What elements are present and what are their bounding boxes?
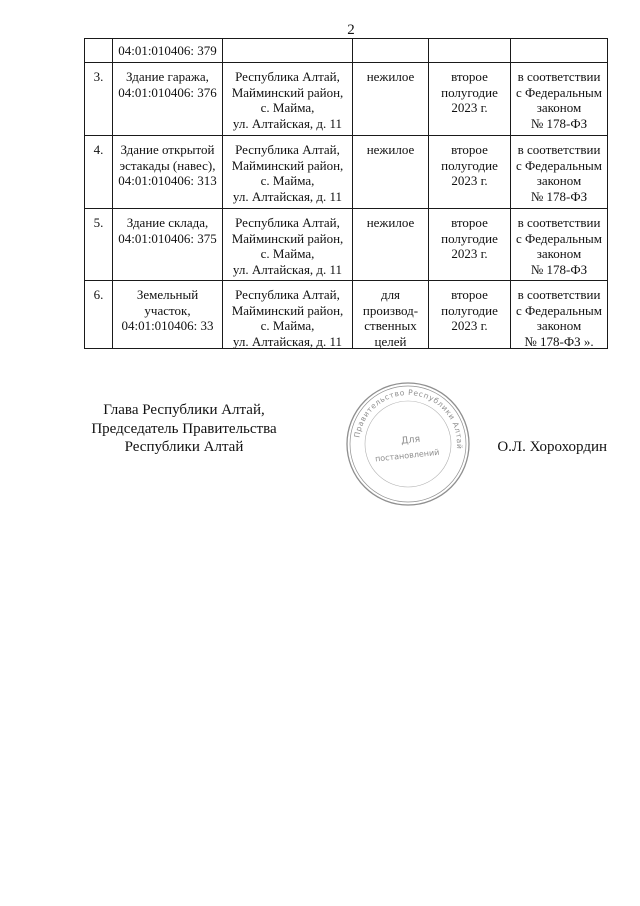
signatory-name: О.Л. Хорохордин xyxy=(497,439,607,455)
cell-purpose: нежилое xyxy=(353,63,429,136)
signatory-title: Глава Республики Алтай, Председатель Правительства Республики Алтай xyxy=(91,402,277,455)
cell-address: Республика Алтай, Майминский район, с. Майма, ул. Алтайская, д. 11 xyxy=(223,63,353,136)
cell-address: Республика Алтай, Майминский район, с. Майма, ул. Алтайская, д. 11 xyxy=(223,209,353,281)
seal-center-line-2: постановлений xyxy=(374,447,440,464)
table-row xyxy=(85,281,608,349)
cell-object-name: Здание открытой эстакады (навес), 04:01:010406: 313 xyxy=(113,136,223,209)
cell-object-name: Здание гаража, 04:01:010406: 376 xyxy=(113,63,223,136)
official-seal xyxy=(340,376,476,512)
cell-basis: в соответствии с Федеральным законом № 178-ФЗ ». xyxy=(511,281,608,349)
cell-basis: в соответствии с Федеральным законом № 178-ФЗ xyxy=(511,209,608,281)
cell-number: 4. xyxy=(85,136,113,209)
table-row xyxy=(85,136,608,209)
cell-period: второе полугодие 2023 г. xyxy=(429,209,511,281)
cell-period: второе полугодие 2023 г. xyxy=(429,63,511,136)
table-row xyxy=(85,209,608,281)
cell-purpose xyxy=(353,39,429,63)
cell-purpose: нежилое xyxy=(353,209,429,281)
cell-basis xyxy=(511,39,608,63)
cell-number: 5. xyxy=(85,209,113,281)
cell-number xyxy=(85,39,113,63)
cell-period xyxy=(429,39,511,63)
cell-object-name: Земельный участок, 04:01:010406: 33 xyxy=(113,281,223,349)
cell-number: 6. xyxy=(85,281,113,349)
cell-basis: в соответствии с Федеральным законом № 178-ФЗ xyxy=(511,136,608,209)
cell-purpose: для производ- ственных целей xyxy=(353,281,429,349)
cell-address: Республика Алтай, Майминский район, с. Майма, ул. Алтайская, д. 11 xyxy=(223,136,353,209)
seal-center-line-1: Для xyxy=(400,433,421,447)
cell-period: второе полугодие 2023 г. xyxy=(429,281,511,349)
cell-object-name: Здание склада, 04:01:010406: 375 xyxy=(113,209,223,281)
cell-purpose: нежилое xyxy=(353,136,429,209)
cell-period: второе полугодие 2023 г. xyxy=(429,136,511,209)
page-number: 2 xyxy=(347,22,355,38)
cell-basis: в соответствии с Федеральным законом № 178-ФЗ xyxy=(511,63,608,136)
seal-ring-text: Правительство Республики Алтай xyxy=(352,387,465,450)
cell-number: 3. xyxy=(85,63,113,136)
objects-table xyxy=(84,38,608,349)
table-row xyxy=(85,63,608,136)
cell-address xyxy=(223,39,353,63)
cell-object-name: 04:01:010406: 379 xyxy=(113,39,223,63)
table-row xyxy=(85,39,608,63)
cell-address: Республика Алтай, Майминский район, с. Майма, ул. Алтайская, д. 11 xyxy=(223,281,353,349)
